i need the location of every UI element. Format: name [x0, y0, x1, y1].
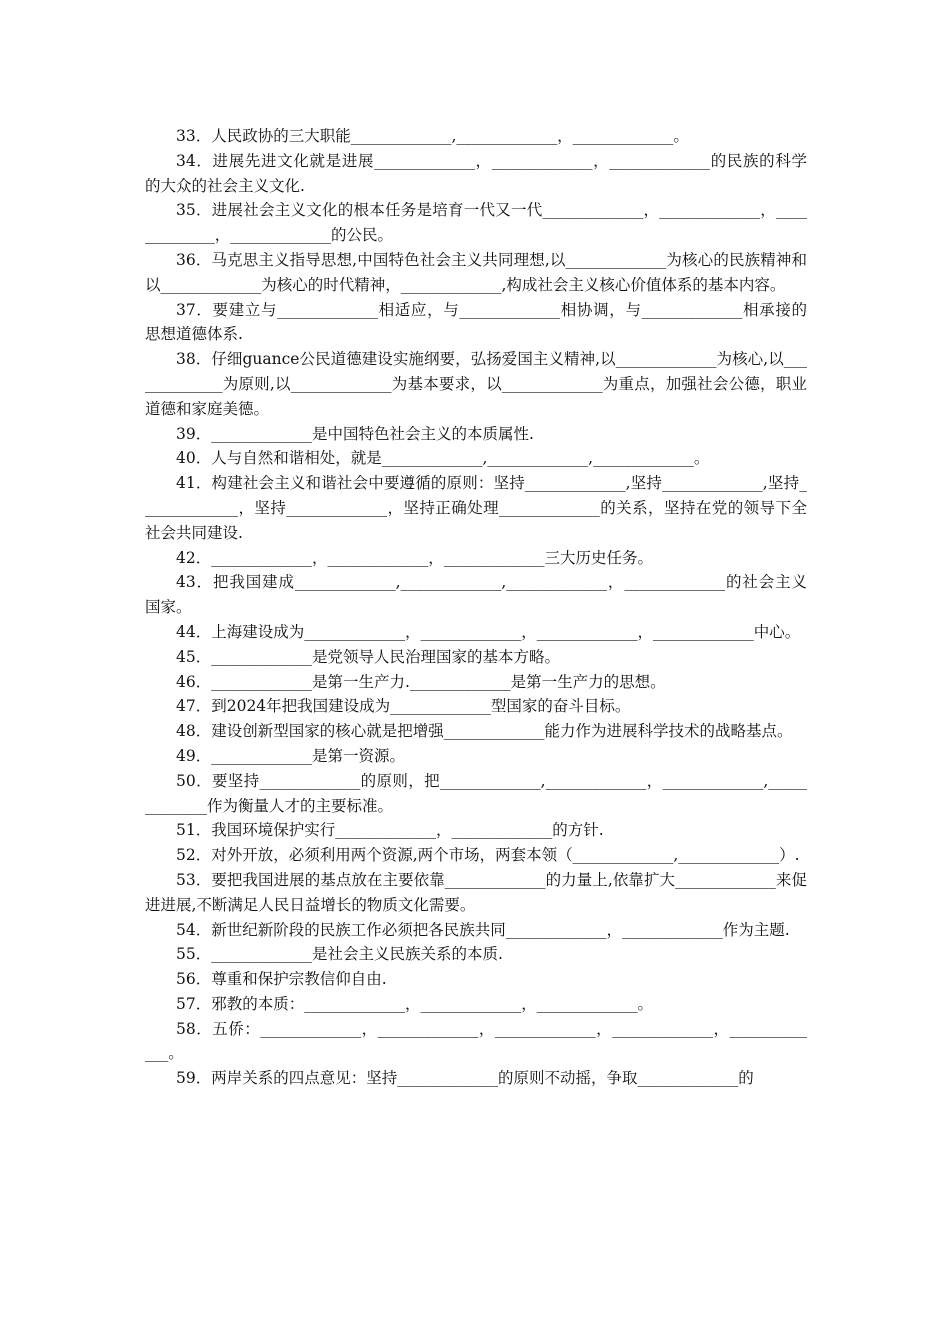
- question-43: 43．把我国建成_____________,_____________,_____________，_____________的社会主义国家。: [145, 573, 807, 617]
- question-40: 40．人与自然和谐相处，就是_____________,_____________,_____________。: [176, 449, 710, 468]
- question-47: 47．到2024年把我国建设成为_____________型国家的奋斗目标。: [176, 697, 631, 716]
- question-56: 56．尊重和保护宗教信仰自由.: [176, 970, 387, 989]
- question-57: 57．邪教的本质：_____________，_____________，_____________。: [176, 994, 653, 1013]
- question-49: 49．_____________是第一资源。: [176, 746, 405, 765]
- question-44: 44．上海建设成为_____________，_____________，_____________，_____________中心。: [176, 622, 801, 641]
- question-36: 36．马克思主义指导思想,中国特色社会主义共同理想,以_____________为核心的民族精神和以_____________为核心的时代精神，_____________,构成社会主义核心价值体系的基本内容。: [145, 250, 807, 294]
- question-37: 37．要建立与_____________相适应，与_____________相协调，与_____________相承接的思想道德体系.: [145, 300, 807, 344]
- question-42: 42．_____________，_____________，_____________三大历史任务。: [176, 548, 653, 567]
- question-39: 39．_____________是中国特色社会主义的本质属性.: [176, 424, 534, 443]
- question-38: 38．仔细guance公民道德建设实施纲要，弘扬爱国主义精神,以_____________为核心,以_____________为原则,以_____________为基本要求，以_____________为重点，加强社会公德，职业道德和家庭美德。: [145, 350, 807, 418]
- question-50: 50．要坚持_____________的原则，把_____________,_____________，_____________,_____________作为衡量人才的主要标准。: [145, 771, 807, 815]
- question-41: 41．构建社会主义和谐社会中要遵循的原则：坚持_____________,坚持_____________,坚持_____________，坚持_____________，坚持正确处理_____________的关系，坚持在党的领导下全社会共同建设.: [145, 474, 807, 542]
- question-35: 35．进展社会主义文化的根本任务是培育一代又一代_____________，_____________，_____________，_____________的公民。: [145, 201, 807, 245]
- question-59: 59．两岸关系的四点意见：坚持_____________的原则不动摇，争取_____________的: [176, 1069, 754, 1088]
- question-45: 45．_____________是党领导人民治理国家的基本方略。: [176, 647, 560, 666]
- question-33: 33．人民政协的三大职能_____________,_____________，_____________。: [176, 127, 689, 145]
- question-52: 52．对外开放，必须利用两个资源,两个市场，两套本领（_____________,_____________）.: [176, 846, 800, 865]
- question-53: 53．要把我国进展的基点放在主要依靠_____________的力量上,依靠扩大_____________来促进进展,不断满足人民日益增长的物质文化需要。: [145, 870, 807, 914]
- document-page: [145, 124, 807, 1091]
- question-46: 46．_____________是第一生产力._____________是第一生产力的思想。: [176, 672, 666, 691]
- question-48: 48．建设创新型国家的核心就是把增强_____________能力作为进展科学技术的战略基点。: [176, 722, 793, 741]
- question-54: 54．新世纪新阶段的民族工作必须把各民族共同_____________，_____________作为主题.: [176, 920, 790, 939]
- question-51: 51．我国环境保护实行_____________，_____________的方针.: [176, 821, 604, 840]
- question-55: 55．_____________是社会主义民族关系的本质.: [176, 945, 503, 964]
- question-34: 34．进展先进文化就是进展_____________，_____________，_____________的民族的科学的大众的社会主义文化.: [145, 151, 807, 195]
- question-58: 58．五侨：_____________，_____________，_____________，_____________，_____________。: [145, 1019, 807, 1063]
